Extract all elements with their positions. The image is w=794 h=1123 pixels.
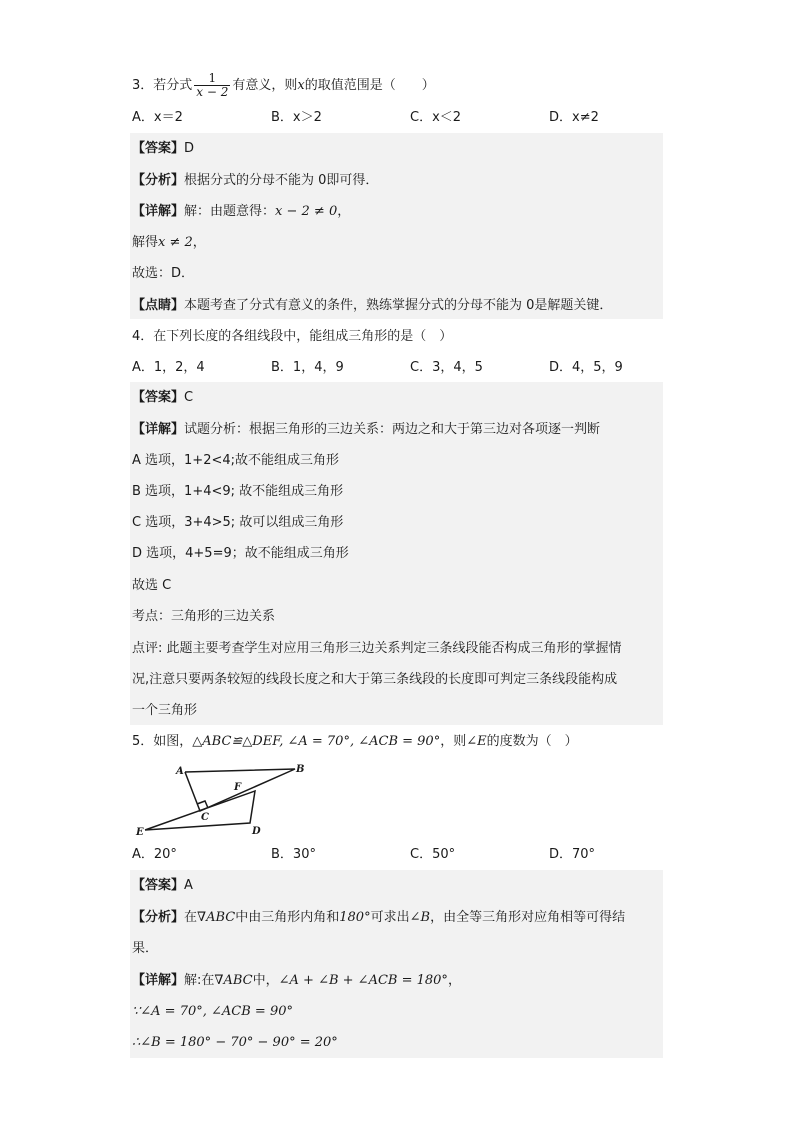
q5-option-d: D．70°	[549, 847, 596, 862]
q5-detail-math-1: ∇ABC	[214, 973, 253, 988]
q3-analysis-text: 根据分式的分母不能为 0即可得．	[184, 173, 379, 188]
q3-detail-text: 解：由题意得：	[184, 204, 276, 219]
q3-option-c: C．x＜2	[410, 110, 462, 125]
q5-step-1: ∵∠A = 70°, ∠ACB = 90°	[132, 1004, 293, 1019]
q3-detail-punct: ，	[337, 204, 351, 219]
q5-analysis-text-3: 可求出	[370, 910, 410, 925]
label-c: C	[201, 812, 209, 823]
q5-analysis-math-3: ∠B	[409, 910, 431, 925]
q4-option-b: B．1，4，9	[271, 360, 344, 375]
q3-detail-2-punct: ，	[192, 235, 206, 250]
q3-detail-label: 【详解】	[132, 204, 185, 219]
q4-detail	[132, 421, 600, 439]
label-b: B	[296, 764, 305, 775]
q4-option-c: C．3，4，5	[410, 360, 483, 375]
q5-analysis-math-1: ∇ABC	[197, 910, 236, 925]
q4-stem: 4．在下列长度的各组线段中，能组成三角形的是（ ）	[132, 329, 453, 344]
q5-stem-text-2: ，则	[440, 734, 467, 749]
q5-answer	[132, 877, 193, 895]
q5-detail-text-2: 中，	[252, 973, 279, 988]
q4-line-b: B 选项，1+4<9; 故不能组成三角形	[132, 484, 344, 499]
q5-answer-label: 【答案】	[132, 878, 185, 893]
q5-analysis	[132, 909, 625, 927]
q4-topic: 考点：三角形的三边关系	[132, 609, 276, 624]
q3-stem-text-3: 的取值范围是（ ）	[304, 78, 435, 93]
q3-fraction-denominator: x − 2	[196, 85, 229, 99]
q3-analysis-label: 【分析】	[132, 173, 185, 188]
q3-comment	[132, 297, 612, 315]
q3-option-b: B．x＞2	[271, 110, 322, 125]
q5-answer-value: A	[184, 878, 193, 893]
q5-analysis-text-4: ，由全等三角形对应角相等可得结	[430, 910, 626, 925]
q5-stem-text-3: 的度数为（ ）	[486, 734, 578, 749]
q5-figure	[130, 760, 310, 840]
q3-solution-panel	[130, 133, 663, 319]
q5-stem-math-2: ∠E	[466, 734, 487, 749]
q4-review-3: 一个三角形	[132, 703, 198, 718]
q3-stem-text: 3．若分式	[132, 78, 193, 93]
q3-answer-value: D	[184, 141, 195, 156]
q4-option-a: A．1，2，4	[132, 360, 205, 375]
q5-solution-panel	[130, 870, 663, 1058]
q5-analysis-label: 【分析】	[132, 910, 185, 925]
q5-option-c: C．50°	[410, 847, 456, 862]
q5-analysis-math-2: 180°	[339, 910, 371, 925]
q5-detail-text-1: 解:在	[184, 973, 215, 988]
q4-line-a: A 选项，1+2<4;故不能组成三角形	[132, 453, 340, 468]
q4-answer-label: 【答案】	[132, 390, 185, 405]
q3-comment-text: 本题考查了分式有意义的条件，熟练掌握分式的分母不能为 0是解题关键．	[184, 298, 613, 313]
label-e: E	[136, 827, 144, 838]
q5-option-a: A．20°	[132, 847, 177, 862]
q5-analysis-text-1: 在	[184, 910, 198, 925]
q5-detail	[132, 972, 461, 990]
q4-review-1: 点评: 此题主要考查学生对应用三角形三边关系判定三条线段能否构成三角形的掌握情	[132, 641, 622, 656]
q5-stem-math: △ABC≌△DEF, ∠A = 70°, ∠ACB = 90°	[192, 734, 441, 749]
q5-detail-label: 【详解】	[132, 973, 185, 988]
label-f: F	[234, 782, 242, 793]
q5-detail-math-2: ∠A + ∠B + ∠ACB = 180°	[278, 973, 448, 988]
q4-answer-value: C	[184, 390, 194, 405]
q3-detail-line-3: 故选：D．	[132, 266, 195, 281]
q5-stem-text: 5．如图，	[132, 734, 193, 749]
q3-comment-label: 【点睛】	[132, 298, 185, 313]
q3-detail-math: x − 2 ≠ 0	[275, 204, 338, 219]
q5-stem	[132, 733, 578, 751]
q3-option-d: D．x≠2	[549, 110, 599, 125]
q4-detail-text: 试题分析：根据三角形的三边关系：两边之和大于第三边对各项逐一判断	[184, 422, 601, 437]
q4-choice: 故选 C	[132, 578, 172, 593]
q3-detail	[132, 203, 350, 221]
q3-fraction-numerator: 1	[194, 72, 230, 86]
q5-step-2: ∴∠B = 180° − 70° − 90° = 20°	[132, 1035, 338, 1050]
q4-option-d: D．4，5，9	[549, 360, 623, 375]
q3-answer	[132, 140, 194, 158]
q3-answer-label: 【答案】	[132, 141, 185, 156]
label-d: D	[252, 826, 261, 837]
q3-detail-2-math: x ≠ 2	[158, 235, 193, 250]
q5-analysis-text-2: 中由三角形内角和	[235, 910, 340, 925]
q3-analysis	[132, 172, 378, 190]
q5-detail-text-3: ，	[447, 973, 461, 988]
q3-detail-2-text: 解得	[132, 235, 159, 250]
q5-analysis-end: 果．	[132, 941, 159, 956]
q3-detail-line-2	[132, 234, 206, 252]
q4-review-2: 况,注意只要两条较短的线段长度之和大于第三条线段的长度即可判定三条线段能构成	[132, 672, 618, 687]
q5-option-b: B．30°	[271, 847, 316, 862]
q4-line-d: D 选项，4+5=9；故不能组成三角形	[132, 546, 349, 561]
q4-answer	[132, 389, 193, 407]
q3-stem-text-2: 有意义，则	[232, 78, 298, 93]
q3-stem	[132, 72, 435, 99]
q4-line-c: C 选项，3+4>5; 故可以组成三角形	[132, 515, 344, 530]
triangle-def	[145, 791, 255, 830]
q3-option-a: A．x＝2	[132, 110, 183, 125]
q3-variable: x	[297, 78, 305, 93]
label-a: A	[176, 766, 184, 777]
q3-fraction	[194, 72, 230, 99]
q4-detail-label: 【详解】	[132, 422, 185, 437]
